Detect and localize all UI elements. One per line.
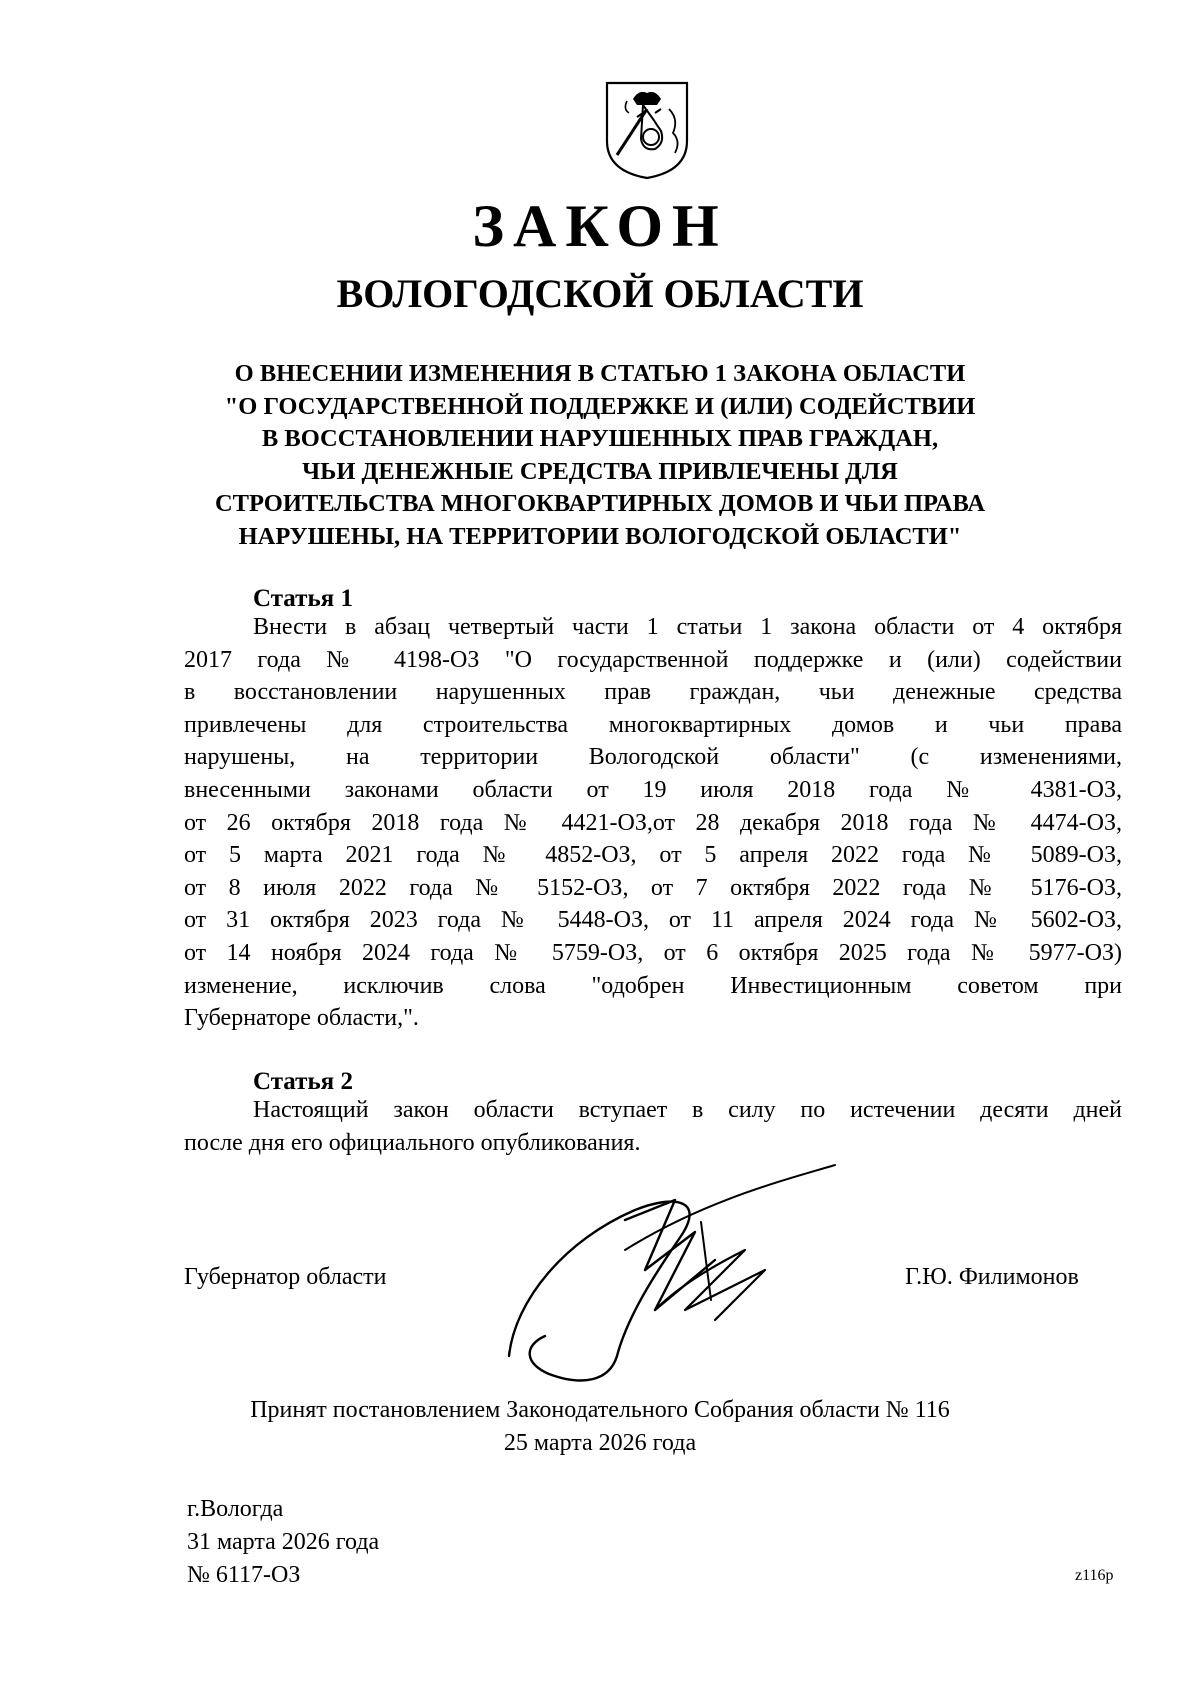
signatory-name: Г.Ю. Филимонов <box>905 1264 1079 1290</box>
coat-of-arms-icon <box>603 79 691 181</box>
body-line: от 8 июля 2022 года № 5152-ОЗ, от 7 октября 2022 года № 5176-ОЗ, <box>184 874 1122 901</box>
heading-line: НАРУШЕНЫ, НА ТЕРРИТОРИИ ВОЛОГОДСКОЙ ОБЛАСТИ" <box>238 522 962 550</box>
body-line: от 31 октября 2023 года № 5448-ОЗ, от 11 апреля 2024 года № 5602-ОЗ, <box>184 907 1122 934</box>
footer-law-number: № 6117-ОЗ <box>187 1562 301 1588</box>
heading-line: СТРОИТЕЛЬСТВА МНОГОКВАРТИРНЫХ ДОМОВ И ЧЬИ ПРАВА <box>214 490 986 517</box>
article-1-title: Статья 1 <box>253 585 353 612</box>
body-line: Губернаторе области,". <box>184 1005 419 1032</box>
body-line: после дня его официального опубликования. <box>184 1129 641 1156</box>
body-line: внесенными законами области от 19 июля 2018 года № 4381-ОЗ, <box>184 776 1122 803</box>
heading-line: В ВОССТАНОВЛЕНИИ НАРУШЕННЫХ ПРАВ ГРАЖДАН, <box>261 425 939 452</box>
body-line: изменение, исключив слова "одобрен Инвестиционным советом при <box>184 972 1122 999</box>
handwritten-signature <box>505 1160 845 1390</box>
law-heading <box>0 358 1200 553</box>
body-line: Настоящий закон области вступает в силу по истечении десяти дней <box>253 1097 1122 1123</box>
body-line: Внести в абзац четвертый части 1 статьи 1 закона области от 4 октября <box>253 614 1122 640</box>
footer-city: г.Вологда <box>187 1496 284 1522</box>
body-line: привлечены для строительства многоквартирных домов и чьи права <box>184 711 1122 738</box>
body-line: в восстановлении нарушенных прав граждан, чьи денежные средства <box>184 679 1122 706</box>
body-line: от 5 марта 2021 года № 4852-ОЗ, от 5 апреля 2022 года № 5089-ОЗ, <box>184 842 1122 869</box>
document-type-title: ЗАКОН <box>472 193 728 259</box>
article-2-title: Статья 2 <box>253 1068 353 1095</box>
document-code: z116р <box>1075 1567 1114 1584</box>
body-line: от 26 октября 2018 года № 4421-ОЗ,от 28 декабря 2018 года № 4474-ОЗ, <box>184 809 1122 836</box>
body-line: нарушены, на территории Вологодской области" (с изменениями, <box>184 744 1122 771</box>
article-2-body <box>184 1094 1122 1159</box>
signatory-position: Губернатор области <box>184 1264 387 1290</box>
region-subtitle: ВОЛОГОДСКОЙ ОБЛАСТИ <box>336 271 864 316</box>
adoption-line-1: Принят постановлением Законодательного Собрания области № 116 <box>250 1397 950 1423</box>
body-line: 2017 года № 4198-ОЗ "О государственной поддержке и (или) содействии <box>184 646 1122 673</box>
heading-line: ЧЬИ ДЕНЕЖНЫЕ СРЕДСТВА ПРИВЛЕЧЕНЫ ДЛЯ <box>302 457 898 485</box>
heading-line: О ВНЕСЕНИИ ИЗМЕНЕНИЯ В СТАТЬЮ 1 ЗАКОНА ОБЛАСТИ <box>234 360 966 387</box>
heading-line: "О ГОСУДАРСТВЕННОЙ ПОДДЕРЖКЕ И (ИЛИ) СОДЕЙСТВИИ <box>224 392 976 420</box>
adoption-line-2: 25 марта 2026 года <box>503 1430 697 1456</box>
body-line: от 14 ноября 2024 года № 5759-ОЗ, от 6 октября 2025 года № 5977-ОЗ) <box>184 939 1122 966</box>
footer-date: 31 марта 2026 года <box>187 1529 380 1555</box>
article-1-body <box>184 611 1122 1035</box>
